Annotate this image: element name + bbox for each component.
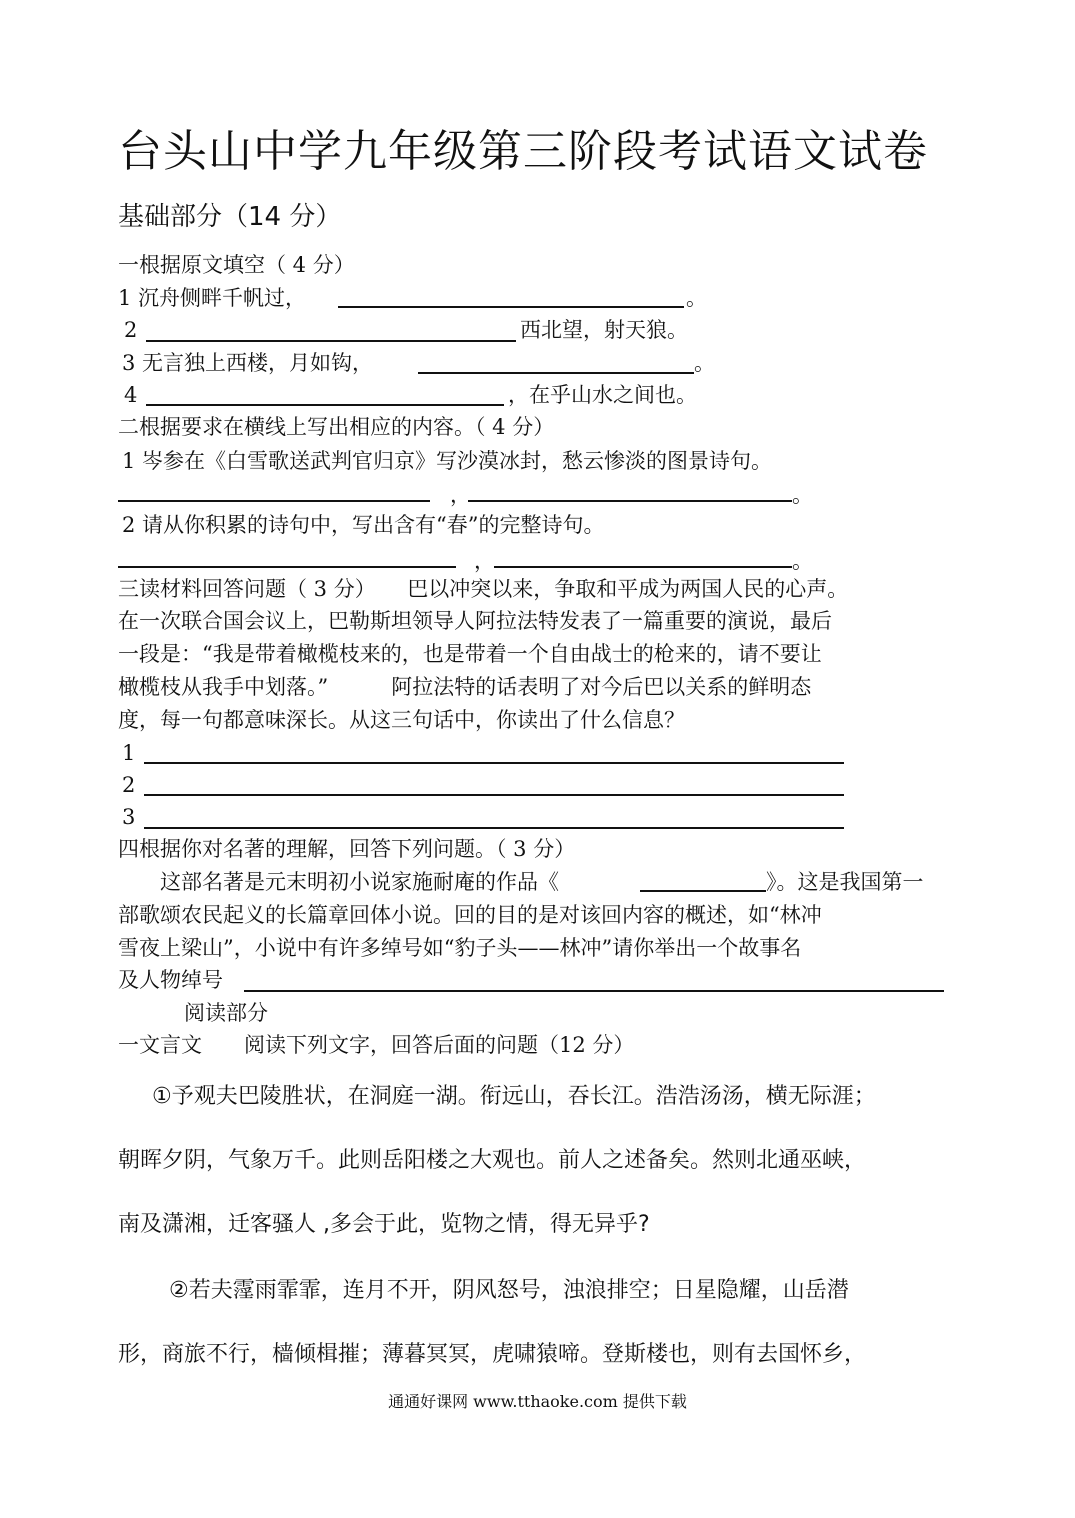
q2-item1-comma: ， [450, 483, 471, 507]
passage-p2-line1: ②若夫霪雨霏霏，连月不开，阴风怒号，浊浪排空；日星隐耀，山岳潜 [140, 1278, 849, 1303]
q2-item2-blank-a[interactable] [118, 566, 456, 568]
q2-item2: 2 请从你积累的诗句中，写出含有“春”的完整诗句。 [122, 513, 605, 537]
q4-line4: 及人物绰号 [118, 968, 223, 992]
q2-item2-blank-b[interactable] [494, 566, 792, 568]
passage-p1-line3: 南及潇湘，迁客骚人 ,多会于此，览物之情，得无异乎? [118, 1212, 650, 1237]
q3-answer-num: 1 [122, 741, 136, 765]
q2-item1-blank-a[interactable] [118, 500, 430, 502]
section-heading-basics: 基础部分（14 分） [118, 202, 342, 232]
q4-line1-a: 这部名著是元末明初小说家施耐庵的作品《 [118, 870, 559, 894]
q3-answer-blank[interactable] [144, 827, 844, 829]
q1-item1-suffix: 。 [686, 286, 707, 310]
q2-item1-period: 。 [792, 483, 813, 507]
q1-item4-num: 4 [124, 383, 138, 407]
q1-item2-suffix: 西北望，射天狼。 [520, 318, 688, 342]
section-heading-reading: 阅读部分 [184, 1001, 268, 1025]
q1-heading: 一根据原文填空（ 4 分） [118, 253, 355, 277]
page-footer: 通通好课网 www.tthaoke.com 提供下载 [388, 1392, 687, 1411]
q1-item3-suffix: 。 [694, 351, 715, 375]
q3-answer-blank[interactable] [144, 762, 844, 764]
q3-line1: 三读材料回答问题（ 3 分） 巴以冲突以来，争取和平成为两国人民的心声。 [118, 577, 849, 601]
classical-heading: 一文言文 阅读下列文字，回答后面的问题（12 分） [118, 1033, 635, 1057]
q3-line2: 在一次联合国会议上，巴勒斯坦领导人阿拉法特发表了一篇重要的演说，最后 [118, 609, 832, 633]
q3-line3: 一段是：“我是带着橄榄枝来的，也是带着一个自由战士的枪来的，请不要让 [118, 642, 822, 666]
q4-line2: 部歌颂农民起义的长篇章回体小说。回的目的是对该回内容的概述，如“林冲 [118, 903, 822, 927]
q4-heading: 四根据你对名著的理解，回答下列问题。（ 3 分） [118, 837, 576, 861]
q2-item2-comma: ， [474, 549, 495, 573]
q1-item3-blank[interactable] [418, 372, 694, 374]
q1-item2-blank[interactable] [146, 340, 516, 342]
q1-item3-prefix: 3 无言独上西楼，月如钩， [122, 351, 374, 375]
q1-item4-blank[interactable] [146, 404, 504, 406]
q4-answer-blank[interactable] [244, 990, 944, 992]
q3-answer-num: 3 [122, 805, 136, 829]
q1-item4-suffix: ，在乎山水之间也。 [508, 383, 697, 407]
q2-heading: 二根据要求在横线上写出相应的内容。（ 4 分） [118, 415, 555, 439]
q4-book-blank[interactable] [640, 890, 766, 892]
q2-item1: 1 岑参在《白雪歌送武判官归京》写沙漠冰封，愁云惨淡的图景诗句。 [122, 449, 773, 473]
passage-p2-line2: 形，商旅不行，樯倾楫摧；薄暮冥冥，虎啸猿啼。登斯楼也，则有去国怀乡， [118, 1342, 867, 1367]
q1-item1-blank[interactable] [338, 306, 684, 308]
passage-p1-line1: ①予观夫巴陵胜状，在洞庭一湖。衔远山，吞长江。浩浩汤汤，横无际涯； [130, 1084, 876, 1109]
q3-answer-num: 2 [122, 773, 136, 797]
page-title: 台头山中学九年级第三阶段考试语文试卷 [118, 126, 928, 177]
q3-line4: 橄榄枝从我手中划落。” 阿拉法特的话表明了对今后巴以关系的鲜明态 [118, 675, 812, 699]
q2-item2-period: 。 [792, 549, 813, 573]
q1-item2-num: 2 [124, 318, 138, 342]
passage-p1-line2: 朝晖夕阴，气象万千。此则岳阳楼之大观也。前人之述备矣。然则北通巫峡， [118, 1148, 867, 1173]
q2-item1-blank-b[interactable] [468, 500, 792, 502]
q3-answer-blank[interactable] [144, 794, 844, 796]
q4-line3: 雪夜上梁山”，小说中有许多绰号如“豹子头——林冲”请你举出一个故事名 [118, 936, 802, 960]
q4-line1-b: 》。这是我国第一 [766, 870, 924, 894]
q1-item1-prefix: 1 沉舟侧畔千帆过， [118, 286, 307, 310]
q3-line5: 度，每一句都意味深长。从这三句话中，你读出了什么信息？ [118, 708, 685, 732]
